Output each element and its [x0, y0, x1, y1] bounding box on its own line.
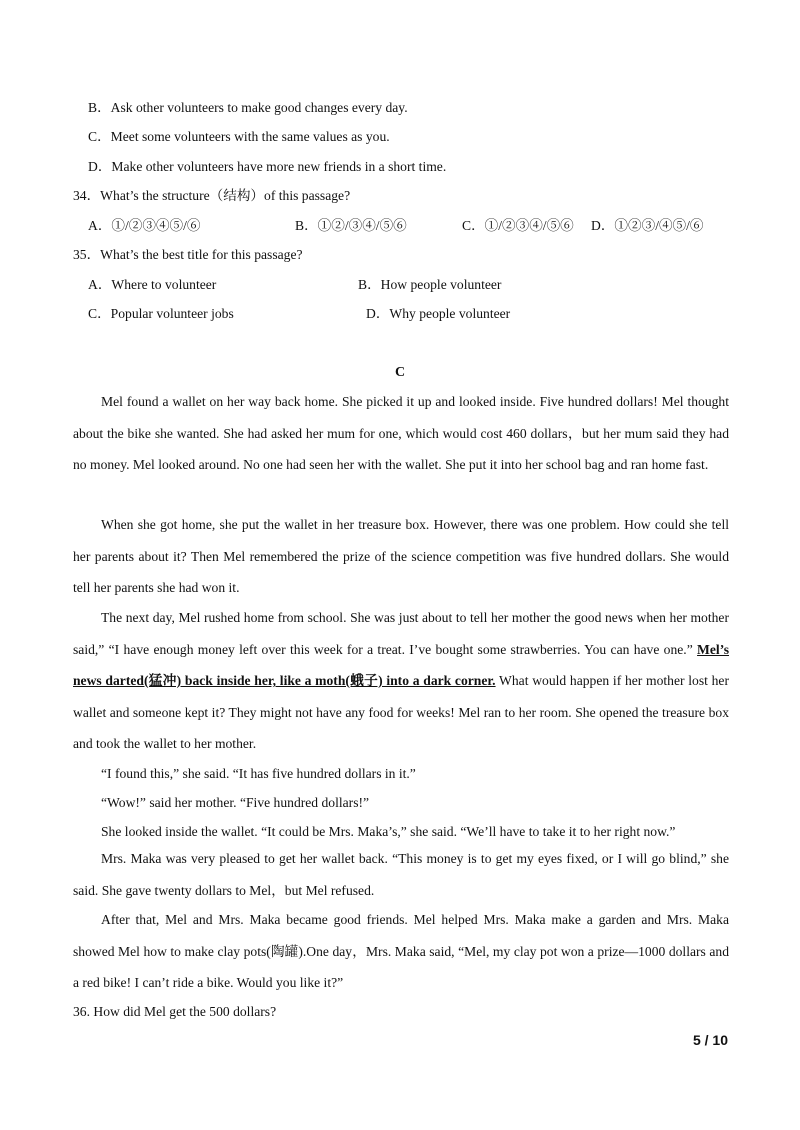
q35-option-c: C．Popular volunteer jobs — [88, 306, 234, 321]
q35-option-a: A．Where to volunteer — [88, 277, 217, 292]
passage-paragraph-5 — [73, 787, 729, 819]
passage-text: Mel found a wallet on her way back home. She picked it up and looked inside. Five hundred dollars! Mel thought about the bike she wanted. She had asked her mum for one, which would cost 460 dollars，but her mum said they had no money. Mel looked around. No one had seen her with the wallet. She put it into her school bag and ran home fast. — [73, 394, 729, 472]
q34-option-c: C．①/②③④/⑤⑥ — [462, 218, 574, 233]
passage-paragraph-1 — [73, 386, 729, 481]
q35-option-b: B．How people volunteer — [358, 277, 502, 292]
section-heading: C — [394, 365, 406, 380]
passage-text: She looked inside the wallet. “It could be Mrs. Maka’s,” she said. “We’ll have to take it to her right now.” — [101, 824, 676, 839]
passage-text: What would happen if her mother lost her wallet and someone kept it? They might not have any food for weeks! Mel ran to her room. She opened the treasure box and took the wallet to her mother. — [73, 673, 729, 751]
passage-text: “I found this,” she said. “It has five hundred dollars in it.” — [101, 766, 416, 781]
passage-text: When she got home, she put the wallet in her treasure box. However, there was one problem. How could she tell her parents about it? Then Mel remembered the prize of the science competition was five hundred dollars. She would tell her parents she had won it. — [73, 517, 729, 595]
q33-option-d: D．Make other volunteers have more new friends in a short time. — [88, 159, 447, 174]
q34-option-b: B．①②/③④/⑤⑥ — [295, 218, 407, 233]
page-number: 5 / 10 — [692, 1032, 728, 1048]
q34-question: 34．What’s the structure（结构）of this passage? — [73, 188, 351, 203]
passage-text: Mrs. Maka was very pleased to get her wallet back. “This money is to get my eyes fixed, or I will go blind,” she said. She gave twenty dollars to Mel，but Mel refused. — [73, 851, 729, 898]
passage-text: “Wow!” said her mother. “Five hundred dollars!” — [101, 795, 370, 810]
q35-option-d: D．Why people volunteer — [366, 306, 511, 321]
passage-paragraph-3 — [73, 602, 729, 760]
q34-options — [0, 218, 800, 234]
passage-paragraph-7 — [73, 843, 729, 906]
passage-text: The next day, Mel rushed home from school. She was just about to tell her mother the good news when her mother said,” “I have enough money left over this week for a treat. I’ve bought some strawberries. You can have one.” — [73, 610, 729, 657]
passage-paragraph-4 — [73, 758, 729, 790]
q36-question: 36. How did Mel get the 500 dollars? — [73, 1004, 277, 1019]
q35-options-row1 — [0, 277, 800, 293]
passage-text: After that, Mel and Mrs. Maka became good friends. Mel helped Mrs. Maka make a garden and Mrs. Maka showed Mel how to make clay pots(陶罐).One day，Mrs. Maka said, “Mel, my clay pot won a prize—1000 dollars and a red bike! I can’t ride a bike. Would you like it?” — [73, 912, 729, 990]
q33-option-b: B．Ask other volunteers to make good changes every day. — [88, 100, 408, 115]
q33-option-c: C．Meet some volunteers with the same values as you. — [88, 129, 390, 144]
q34-option-d: D．①②③/④⑤/⑥ — [591, 218, 704, 233]
q35-options-row2 — [0, 306, 800, 322]
passage-paragraph-8 — [73, 904, 729, 999]
q35-question: 35．What’s the best title for this passage? — [73, 247, 303, 262]
passage-paragraph-2 — [73, 509, 729, 604]
q34-option-a: A．①/②③④⑤/⑥ — [88, 218, 201, 233]
underlined-sentence: Mel’s news darted(猛冲) back inside her, like a moth(蛾子) into a dark corner. — [73, 641, 729, 688]
